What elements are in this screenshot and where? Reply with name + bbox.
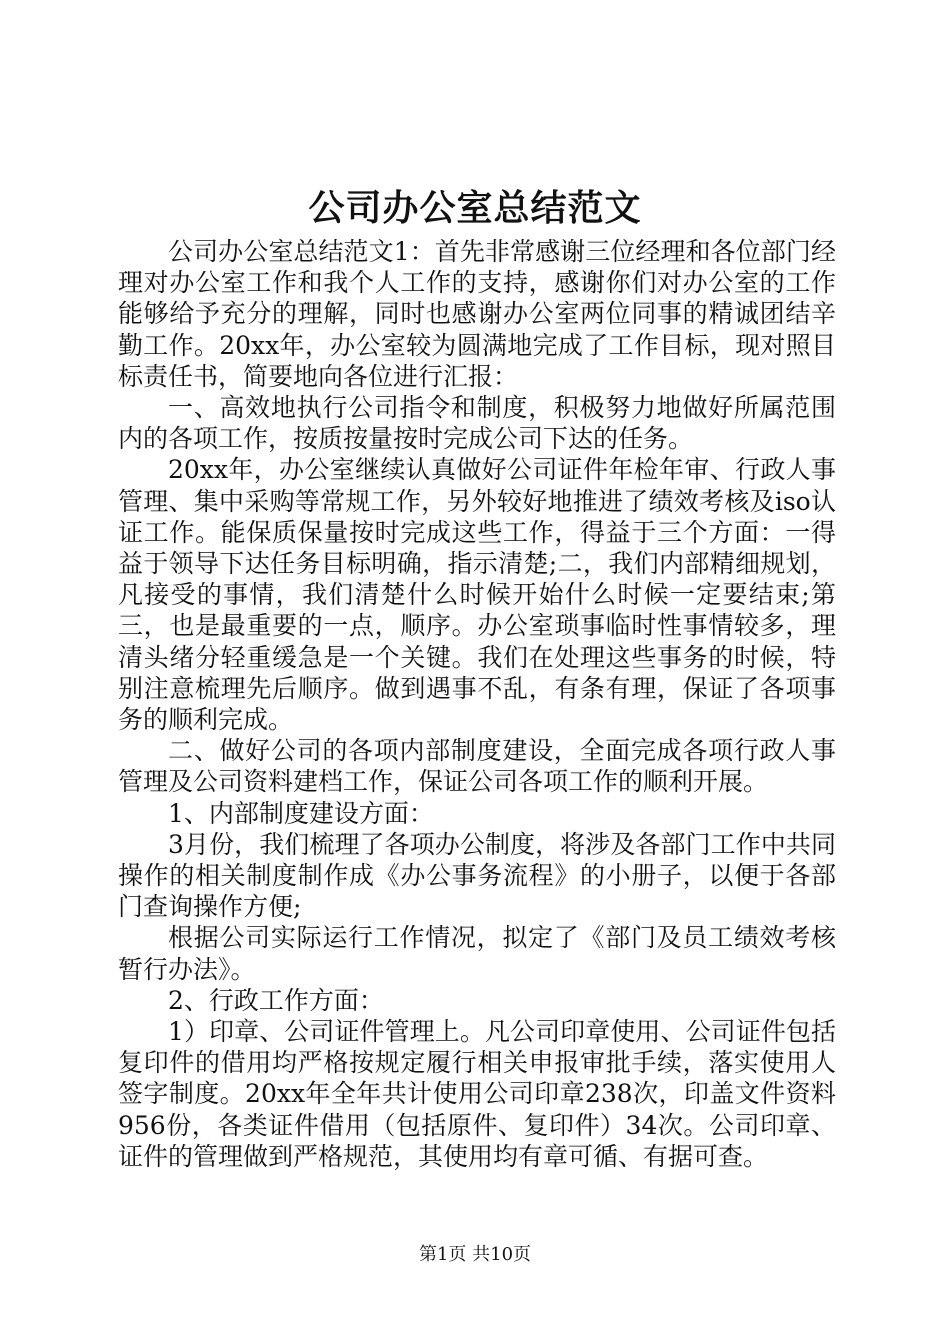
paragraph-section-one-heading: 一、高效地执行公司指令和制度，积极努力地做好所属范围内的各项工作，按质按量按时完成公司下达的任务。 xyxy=(118,393,836,454)
paragraph-march-procedures: 3月份，我们梳理了各项办公制度，将涉及各部门工作中共同操作的相关制度制作成《办公事务流程》的小册子，以便于各部门查询操作方便; xyxy=(118,829,836,922)
paragraph-intro: 公司办公室总结范文1：首先非常感谢三位经理和各位部门经理对办公室工作和我个人工作的支持，感谢你们对办公室的工作能够给予充分的理解，同时也感谢办公室两位同事的精诚团结辛勤工作。20xx年，办公室较为圆满地完成了工作目标，现对照目标责任书，简要地向各位进行汇报： xyxy=(118,237,836,391)
paragraph-section-one-body: 20xx年，办公室继续认真做好公司证件年检年审、行政人事管理、集中采购等常规工作，另外较好地推进了绩效考核及iso认证工作。能保质保量按时完成这些工作，得益于三个方面：一得益于领导下达任务目标明确，指示清楚;二，我们内部精细规划，凡接受的事情，我们清楚什么时候开始什么时候一定要结束;第三，也是最重要的一点，顺序。办公室琐事临时性事情较多，理清头绪分轻重缓急是一个关键。我们在处理这些事务的时候，特别注意梳理先后顺序。做到遇事不乱，有条有理，保证了各项事务的顺利完成。 xyxy=(118,455,836,735)
page-number-footer: 第1页 共10页 xyxy=(418,1244,532,1265)
paragraph-seal-management: 1）印章、公司证件管理上。凡公司印章使用、公司证件包括复印件的借用均严格按规定履行相关申报审批手续，落实使用人签字制度。20xx年全年共计使用公司印章238次，印盖文件资料956份，各类证件借用（包括原件、复印件）34次。公司印章、证件的管理做到严格规范，其使用均有章可循、有据可查。 xyxy=(118,1017,836,1171)
paragraph-performance-measures: 根据公司实际运行工作情况，拟定了《部门及员工绩效考核暂行办法》。 xyxy=(118,923,836,984)
document-title: 公司办公室总结范文 xyxy=(308,187,642,229)
document-body xyxy=(118,236,836,1172)
paragraph-subheading-admin-work: 2、行政工作方面： xyxy=(168,985,384,1015)
paragraph-section-two-heading: 二、做好公司的各项内部制度建设，全面完成各项行政人事管理及公司资料建档工作，保证公司各项工作的顺利开展。 xyxy=(118,736,836,797)
paragraph-subheading-internal-system: 1、内部制度建设方面： xyxy=(168,798,434,828)
